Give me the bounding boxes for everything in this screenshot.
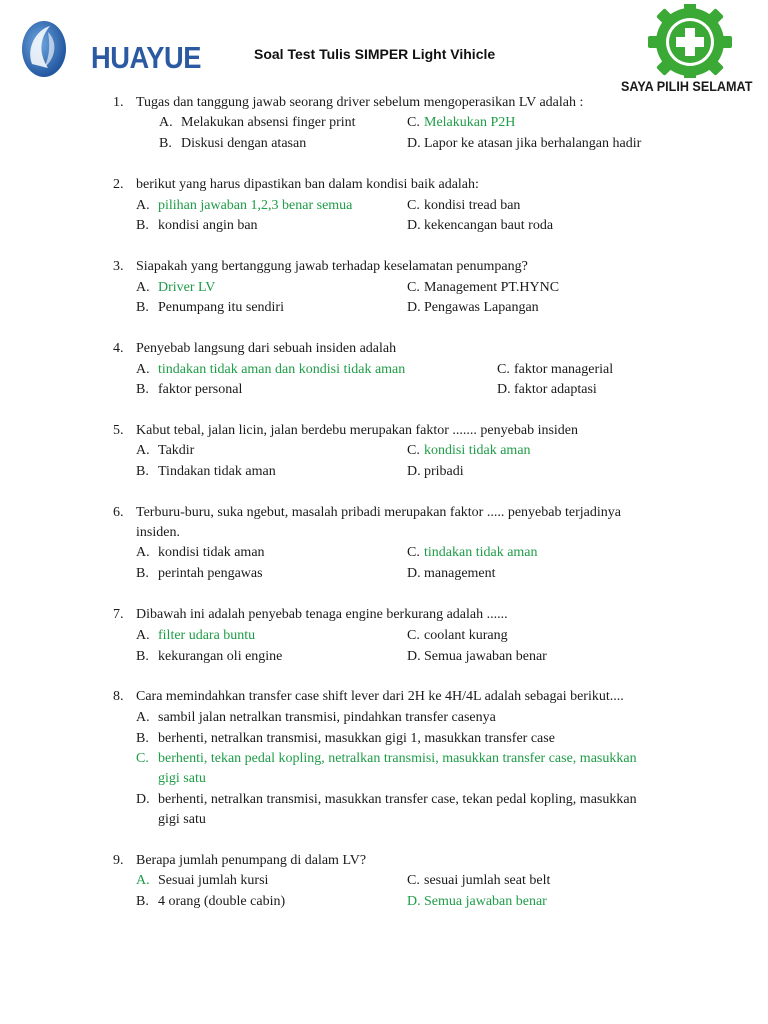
option-text: management [424, 566, 496, 581]
logo-text: HUAYUE [91, 40, 202, 75]
option-label-correct: A. [136, 873, 150, 888]
option-text-correct-continued: gigi satu [158, 771, 206, 786]
option-label: B. [159, 136, 172, 151]
option-text: Takdir [158, 443, 195, 458]
question-text: Siapakah yang bertanggung jawab terhadap keselamatan penumpang? [136, 259, 528, 274]
document-header [0, 0, 768, 100]
option-text: kondisi angin ban [158, 218, 258, 233]
option-text: Melakukan absensi finger print [181, 115, 356, 130]
question-number: 3. [113, 259, 124, 274]
option-text: faktor adaptasi [514, 382, 597, 397]
option-text: Sesuai jumlah kursi [158, 873, 269, 888]
option-label-correct: D. [407, 894, 421, 909]
option-label: D. [407, 566, 421, 581]
option-label: B. [136, 566, 149, 581]
option-text-correct: filter udara buntu [158, 628, 256, 643]
option-text-correct: tindakan tidak aman [424, 545, 538, 560]
option-label: A. [136, 710, 150, 725]
option-text: faktor managerial [514, 362, 614, 377]
option-text: Tindakan tidak aman [158, 464, 276, 479]
question-number: 5. [113, 423, 124, 438]
option-text: coolant kurang [424, 628, 508, 643]
option-label: A. [136, 628, 150, 643]
question-number: 1. [113, 95, 124, 110]
option-label: B. [136, 218, 149, 233]
option-label: A. [136, 545, 150, 560]
option-text: berhenti, netralkan transmisi, masukkan transfer case, tekan pedal kopling, masukkan [158, 792, 637, 807]
safety-gear-cross-icon [612, 4, 768, 78]
question-text: Dibawah ini adalah penyebab tenaga engine berkurang adalah ...... [136, 607, 508, 622]
question-text: Berapa jumlah penumpang di dalam LV? [136, 853, 367, 868]
option-label: B. [136, 731, 149, 746]
option-label: B. [136, 649, 149, 664]
option-text: Management PT.HYNC [424, 280, 560, 295]
option-text-correct: berhenti, tekan pedal kopling, netralkan transmisi, masukkan transfer case, masukkan [158, 751, 637, 766]
option-label: D. [497, 382, 511, 397]
option-text: kekencangan baut roda [424, 218, 554, 233]
question-text-continued: insiden. [136, 525, 180, 540]
option-text-correct: Melakukan P2H [424, 115, 516, 130]
option-label: B. [136, 894, 149, 909]
option-text: 4 orang (double cabin) [158, 894, 286, 909]
question-number: 7. [113, 607, 124, 622]
question-text: berikut yang harus dipastikan ban dalam kondisi baik adalah: [136, 177, 479, 192]
option-text: Lapor ke atasan jika berhalangan hadir [424, 136, 642, 151]
question-number: 9. [113, 853, 124, 868]
question-text: Kabut tebal, jalan licin, jalan berdebu merupakan faktor ....... penyebab insiden [136, 423, 579, 438]
question-text: Penyebab langsung dari sebuah insiden adalah [136, 341, 397, 356]
safety-logo [612, 4, 768, 98]
option-text: Penumpang itu sendiri [158, 300, 284, 315]
option-label: D. [407, 464, 421, 479]
question-number: 4. [113, 341, 124, 356]
option-label: C. [407, 198, 420, 213]
option-label: B. [136, 464, 149, 479]
huayue-swirl-icon [18, 18, 70, 80]
option-text: Semua jawaban benar [424, 649, 547, 664]
question-text: Terburu-buru, suka ngebut, masalah pribadi merupakan faktor ..... penyebab terjadinya [136, 505, 621, 520]
option-text: sesuai jumlah seat belt [424, 873, 551, 888]
option-text-correct: Driver LV [158, 280, 216, 295]
document-title: Soal Test Tulis SIMPER Light Vihicle [254, 46, 496, 62]
option-text: Diskusi dengan atasan [181, 136, 307, 151]
option-text-correct: kondisi tidak aman [424, 443, 531, 458]
option-text: faktor personal [158, 382, 243, 397]
option-label: C. [407, 545, 420, 560]
option-label: C. [407, 443, 420, 458]
option-text: kondisi tidak aman [158, 545, 265, 560]
option-label: A. [136, 443, 150, 458]
question-text: Cara memindahkan transfer case shift lever dari 2H ke 4H/4L adalah sebagai berikut.... [136, 689, 624, 704]
option-text: kondisi tread ban [424, 198, 521, 213]
option-label: C. [407, 873, 420, 888]
option-label: B. [136, 382, 149, 397]
question-text: Tugas dan tanggung jawab seorang driver sebelum mengoperasikan LV adalah : [136, 95, 584, 110]
option-label: C. [407, 628, 420, 643]
option-label: D. [136, 792, 150, 807]
option-text-correct: tindakan tidak aman dan kondisi tidak aman [158, 362, 406, 377]
question-number: 6. [113, 505, 124, 520]
option-label: C. [407, 280, 420, 295]
option-text-correct: Semua jawaban benar [424, 894, 547, 909]
option-label: D. [407, 218, 421, 233]
option-label: A. [136, 362, 150, 377]
option-label: C. [497, 362, 510, 377]
option-text: sambil jalan netralkan transmisi, pindahkan transfer casenya [158, 710, 496, 725]
safety-slogan: SAYA PILIH SELAMAT [621, 78, 753, 94]
huayue-logo [18, 18, 202, 80]
option-label: A. [159, 115, 173, 130]
option-label: B. [136, 300, 149, 315]
option-label: D. [407, 300, 421, 315]
option-text: kekurangan oli engine [158, 649, 283, 664]
option-label-correct: C. [136, 751, 149, 766]
question-number: 8. [113, 689, 124, 704]
option-text-continued: gigi satu [158, 812, 206, 827]
option-label: D. [407, 649, 421, 664]
option-text: pribadi [424, 464, 464, 479]
option-label: D. [407, 136, 421, 151]
question-number: 2. [113, 177, 124, 192]
option-text-correct: pilihan jawaban 1,2,3 benar semua [158, 198, 353, 213]
option-label: A. [136, 198, 150, 213]
option-label: C. [407, 115, 420, 130]
option-text: Pengawas Lapangan [424, 300, 539, 315]
option-text: perintah pengawas [158, 566, 263, 581]
option-text: berhenti, netralkan transmisi, masukkan gigi 1, masukkan transfer case [158, 731, 555, 746]
option-label: A. [136, 280, 150, 295]
